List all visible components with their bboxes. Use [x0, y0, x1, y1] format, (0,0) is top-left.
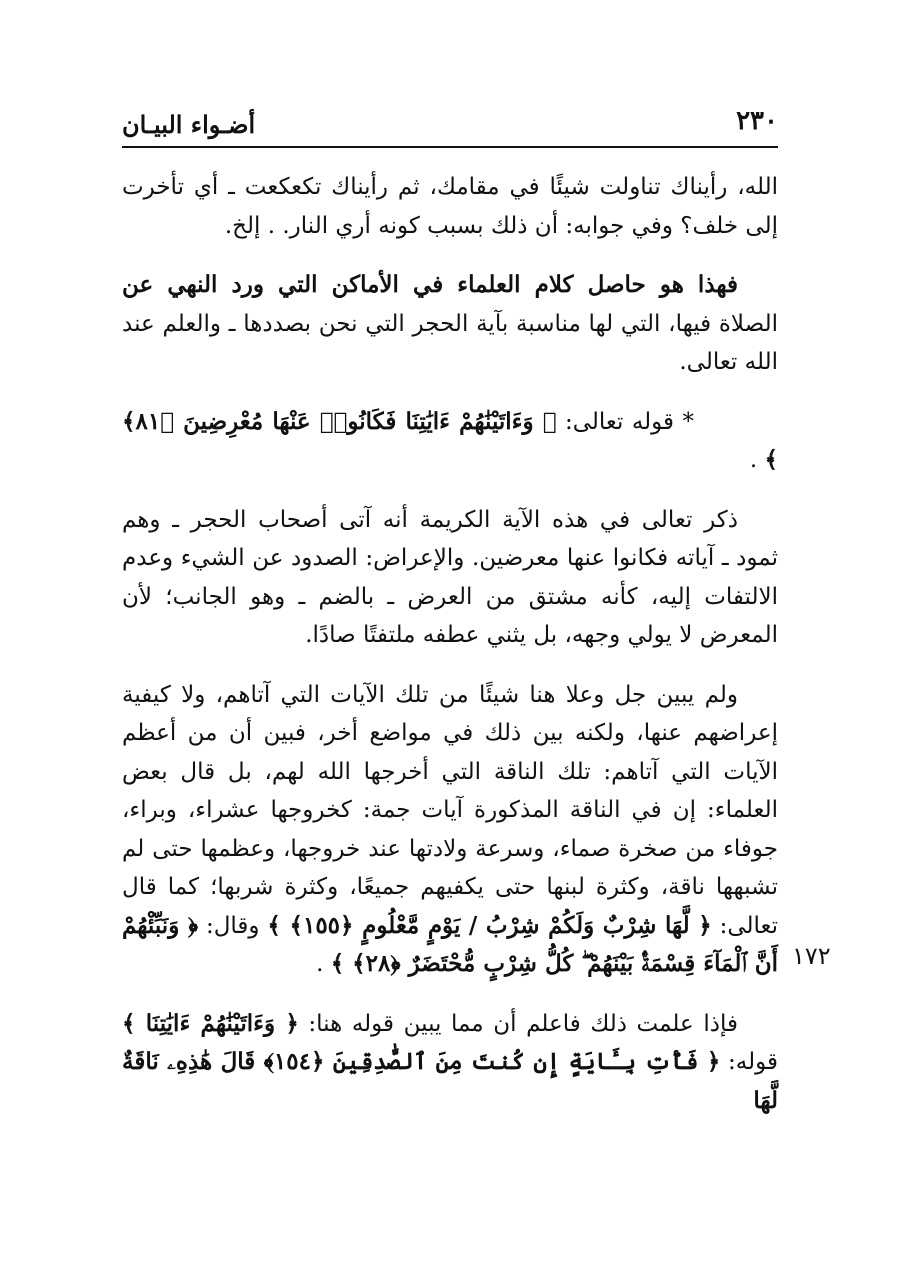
- page-body: [122, 168, 778, 1141]
- paragraph-5-mid: قوله:: [720, 1049, 779, 1075]
- paragraph-5: [122, 1005, 778, 1121]
- page-number: ٢٣٠: [736, 106, 778, 136]
- quran-verse: ﴿ لَّهَا شِرْبٌ وَلَكُمْ شِرْبُ / يَوْمٍ مَّعْلُومٍ ﴿١٥٥﴾ ﴾: [267, 911, 712, 939]
- paragraph-3-text: ذكر تعالى في هذه الآية الكريمة أنه آتى أصحاب الحجر ـ وهم ثمود ـ آياته فكانوا عنها معرضين. والإعراض: الصدود عن الشيء وعدم الالتفات إليه، كأنه مشتق من العرض ـ بالضم ـ وهو الجانب؛ لأن المعرض لا يولي وجهه، بل يثني عطفه ملتفتًا صادًا.: [122, 506, 778, 648]
- paragraph-2-lead: فهذا هو حاصل كلام العلماء في الأماكن التي ورد النهي عن: [122, 271, 738, 298]
- paragraph-2-rest: الصلاة فيها، التي لها مناسبة بآية الحجر التي نحن بصددها ـ والعلم عند الله تعالى.: [122, 310, 778, 375]
- verse-heading-suffix: .: [749, 447, 765, 473]
- paragraph-1: [122, 168, 778, 245]
- paragraph-1-text: الله، رأيناك تناولت شيئًا في مقامك، ثم رأيناك تكعكعت ـ أي تأخرت إلى خلف؟ وفي جوابه: أن ذلك بسبب كونه أري النار. . إلخ.: [122, 174, 778, 239]
- header-divider: [122, 146, 778, 148]
- margin-page-number: ١٧٢: [792, 942, 831, 970]
- verse-heading-prefix: * قوله تعالى:: [556, 408, 694, 435]
- paragraph-4: [122, 676, 778, 984]
- paragraph-4-text: ولم يبين جل وعلا هنا شيئًا من تلك الآيات التي آتاهم، ولا كيفية إعراضهم عنها، ولكنه بين ذلك في مواضع أخر، فبين أن من أعظم الآيات التي آتاهم: تلك الناقة التي أخرجها الله لهم، بل قال بعض العلماء: إن في الناقة المذكورة آيات جمة: كخروجها عشراء، وبراء، جوفاء من صخرة صماء، وسرعة ولادتها عند خروجها، وعظمها حتى لم تشبهها ناقة، وكثرة لبنها حتى يكفيهم جميعًا، وكثرة شربها؛ كما قال تعالى:: [122, 681, 779, 939]
- quran-verse: ﴿ وَنَبِّئْهُمْ أَنَّ ٱلْمَآءَ قِسْمَةٌۢ بَيْنَهُمْ ۖ كُلُّ شِرْبٍ مُّحْتَضَرٌ ﴿٢٨﴾ ﴾: [122, 911, 778, 977]
- quran-verse: ﴿ وَءَاتَيْنَٰهُمْ ءَايَٰتِنَا فَكَانُوا۟ عَنْهَا مُعْرِضِينَ ﴿٨١﴾ ﴾: [122, 407, 778, 473]
- quran-verse: ﴿ فَأْتِ بِـَٔايَةٍ إِن كُنتَ مِنَ ٱلصَّٰدِقِينَ ﴿١٥٤﴾ قَالَ هَٰذِهِۦ نَاقَةٌ لَّهَا: [122, 1048, 778, 1114]
- paragraph-2: [122, 266, 778, 382]
- paragraph-4-mid: وقال:: [198, 912, 268, 939]
- verse-heading: [122, 403, 778, 480]
- page-header: [122, 102, 778, 146]
- quran-verse: ﴿ وَءَاتَيْنَٰهُمْ ءَايَٰتِنَا ﴾: [122, 1009, 299, 1037]
- paragraph-4-suffix: .: [316, 951, 331, 977]
- paragraph-5-text: فإذا علمت ذلك فاعلم أن مما يبين قوله هنا:: [298, 1010, 738, 1037]
- paragraph-3: [122, 501, 778, 655]
- running-title: أضـواء البيـان: [122, 110, 256, 139]
